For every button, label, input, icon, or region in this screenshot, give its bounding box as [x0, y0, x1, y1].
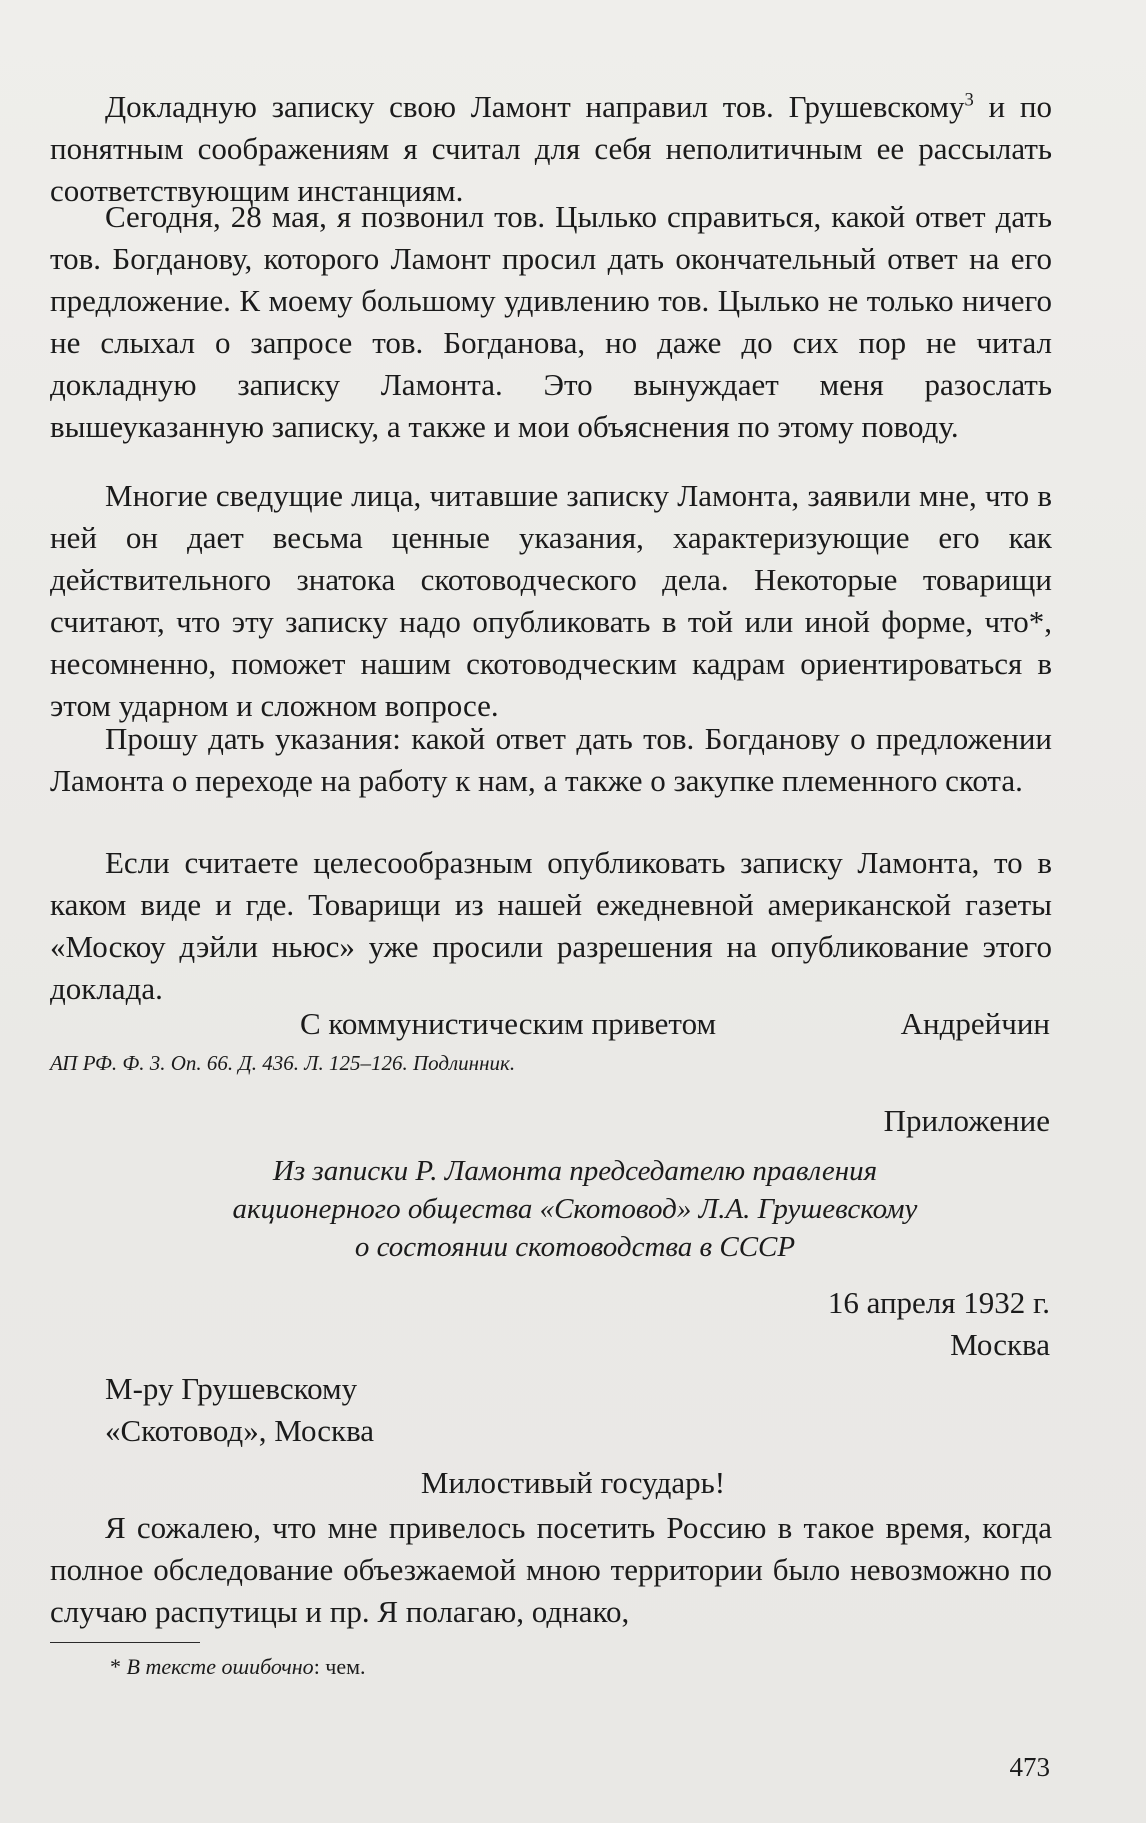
document-title-line-2: акционерного общества «Скотовод» Л.А. Грушевскому — [232, 1193, 918, 1225]
paragraph-4: Прошу дать указания: какой ответ дать тов. Богданову о предложении Ламонта о переходе на работу к нам, а также о закупке племенного скота. — [50, 721, 1052, 798]
footnote-reference-3: 3 — [964, 89, 974, 111]
addressee-line-1: М-ру Грушевскому — [105, 1371, 358, 1406]
page-number: 473 — [1009, 1752, 1050, 1782]
footnote-rest-text: : чем. — [313, 1654, 366, 1679]
paragraph-3: Многие сведущие лица, читавшие записку Ламонта, заявили мне, что в ней он дает весьма ценные указания, характеризующие его как действительного знатока скотоводческого дела. Некоторые товарищи считают, что эту записку надо опубликовать в той или иной форме, что*, несомненно, поможет нашим скотоводческим кадрам ориентироваться в этом ударном и сложном вопросе. — [50, 478, 1052, 723]
signature-line — [300, 1003, 1050, 1045]
paragraph-1-text-b: и по понятным соображениям я считал для себя неполитичным ее рассылать соответствующим инстанциям. — [50, 89, 1052, 208]
document-title — [110, 1152, 1040, 1266]
footnote — [110, 1652, 366, 1682]
footnote-divider — [50, 1642, 200, 1643]
document-title-line-1: Из записки Р. Ламонта председателю правления — [272, 1155, 878, 1187]
paragraph-1 — [50, 86, 1052, 212]
paragraph-5: Если считаете целесообразным опубликовать записку Ламонта, то в каком виде и где. Товарищи из нашей ежедневной американской газеты «Москоу дэйли ньюс» уже просили разрешения на опубликование этого доклада. — [50, 845, 1052, 1006]
signature-closing: С коммунистическим приветом — [300, 1006, 717, 1041]
addressee-line-2: «Скотовод», Москва — [105, 1413, 375, 1448]
letter-date: 16 апреля 1932 г. — [827, 1285, 1050, 1320]
letter-place: Москва — [950, 1327, 1050, 1362]
footnote-italic-text: В тексте ошибочно — [126, 1654, 314, 1679]
salutation: Милостивый государь! — [420, 1465, 726, 1500]
addressee-block — [105, 1368, 374, 1452]
document-title-line-3: о состоянии скотоводства в СССР — [354, 1231, 796, 1263]
footnote-marker: * — [110, 1654, 121, 1679]
archive-source: АП РФ. Ф. 3. Оп. 66. Д. 436. Л. 125–126. Подлинник. — [50, 1051, 516, 1075]
signature-name: Андрейчин — [900, 1006, 1050, 1041]
paragraph-2: Сегодня, 28 мая, я позвонил тов. Цылько справиться, какой ответ дать тов. Богданову, которого Ламонт просил дать окончательный ответ на его предложение. К моему большому удивлению тов. Цылько не только ничего не слыхал о запросе тов. Богданова, но даже до сих пор не читал докладную записку Ламонта. Это вынуждает меня разослать вышеуказанную записку, а также и мои объяснения по этому поводу. — [50, 199, 1052, 444]
paragraph-1-text-a: Докладную записку свою Ламонт направил тов. Грушевскому — [105, 89, 965, 124]
letter-paragraph: Я сожалею, что мне привелось посетить Россию в такое время, когда полное обследование объезжаемой мною территории было невозможно по случаю распутицы и пр. Я полагаю, однако, — [50, 1510, 1052, 1629]
appendix-label: Приложение — [883, 1103, 1050, 1138]
